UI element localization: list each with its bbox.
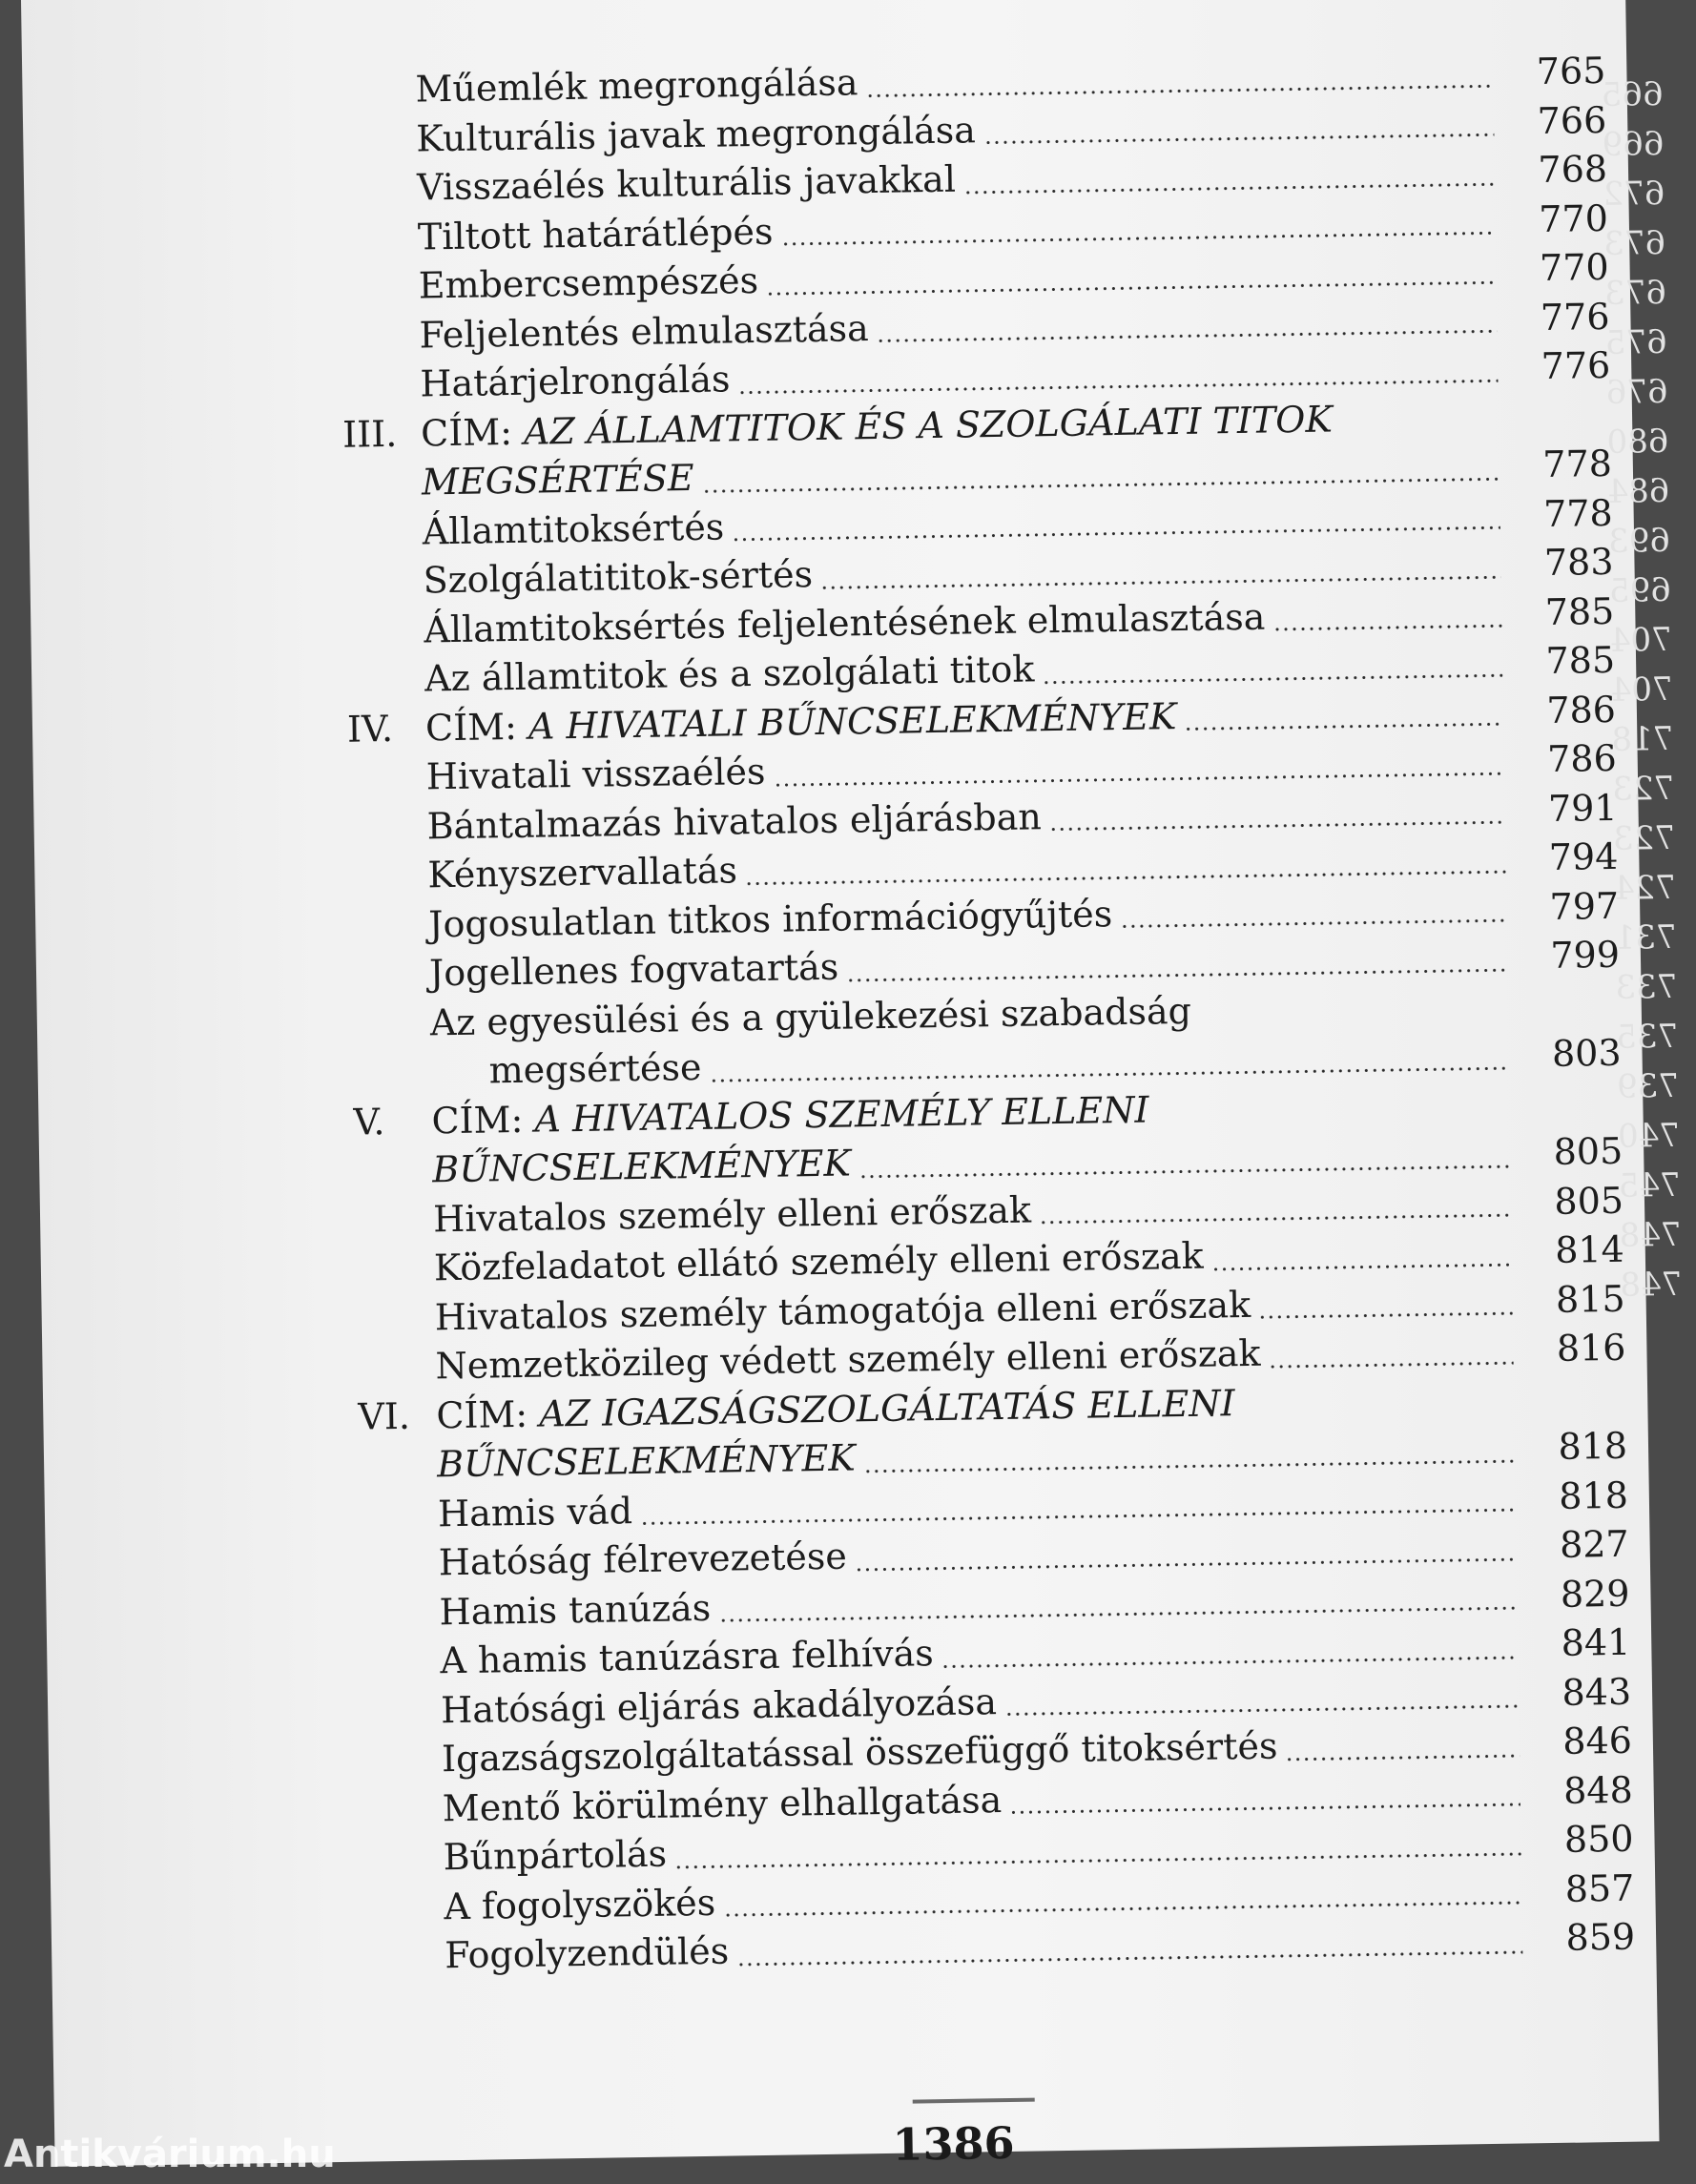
page-ref: 805 [1554, 1179, 1624, 1223]
entry-label: Mentő körülmény elhallgatása [442, 1778, 1003, 1829]
page-ref: 829 [1560, 1572, 1630, 1616]
page-ref: 776 [1540, 295, 1610, 339]
dot-leader [1286, 1754, 1520, 1761]
entry-label: Államtitoksértés feljelentésének elmulasztása [424, 595, 1266, 650]
section-heading: A HIVATALOS SZEMÉLY ELLENI [534, 1088, 1149, 1141]
section-heading: AZ ÁLLAMTITOK ÉS A SZOLGÁLATI TITOK [523, 397, 1334, 453]
page-ref: 803 [1551, 1031, 1622, 1075]
section-roman-numeral: IV. [346, 707, 394, 751]
book-page [21, 0, 1683, 2171]
page-ref: 778 [1542, 491, 1613, 535]
dot-leader [640, 1509, 1516, 1525]
section-heading: AZ IGAZSÁGSZOLGÁLTATÁS ELLENI [538, 1381, 1235, 1435]
page-ref: 766 [1537, 98, 1607, 142]
entry-label: Nemzetközileg védett személy elleni erőszak [435, 1331, 1261, 1388]
page-ref: 799 [1550, 933, 1621, 977]
entry-label: Az egyesülési és a gyülekezési szabadság [429, 989, 1192, 1043]
dot-leader [858, 1164, 1510, 1178]
page-ref: 816 [1556, 1326, 1626, 1370]
dot-leader [702, 477, 1500, 492]
page-ref: 827 [1559, 1522, 1629, 1566]
page-ref: 791 [1547, 786, 1618, 830]
dot-leader [846, 968, 1507, 981]
page-ref: 778 [1541, 442, 1613, 485]
entry-label: Hivatali visszaélés [425, 750, 766, 798]
page-ref: 841 [1561, 1620, 1631, 1664]
dot-leader [718, 1607, 1517, 1622]
entry-label: Hatóság félrevezetése [438, 1535, 848, 1584]
section-prefix: CÍM: [420, 410, 513, 454]
dot-leader [820, 575, 1500, 588]
dot-leader [1273, 625, 1502, 631]
page-ref: 786 [1546, 736, 1618, 780]
page-ref: 843 [1562, 1670, 1632, 1714]
page-ref: 859 [1565, 1915, 1636, 1959]
dot-leader [1211, 1263, 1512, 1270]
entry-label: Hivatalos személy támogatója elleni erőszak [434, 1283, 1251, 1338]
entry-label: Hivatalos személy elleni erőszak [432, 1188, 1032, 1240]
page-ref: 776 [1541, 343, 1611, 388]
entry-label: BŰNCSELEKMÉNYEK [431, 1142, 852, 1191]
entry-label: Embercsempészés [418, 258, 759, 307]
dot-leader [1042, 673, 1502, 684]
page-ref: 815 [1555, 1277, 1625, 1321]
dot-leader [710, 1066, 1509, 1082]
dot-leader [1049, 821, 1505, 832]
page-ref: 814 [1554, 1227, 1625, 1271]
page-ref: 785 [1544, 589, 1615, 633]
page-ref: 786 [1546, 688, 1617, 731]
entry-label: Hatósági eljárás akadályozása [440, 1679, 998, 1731]
dot-leader [738, 379, 1499, 394]
dot-leader [1269, 1361, 1514, 1368]
dot-leader [963, 182, 1495, 194]
entry-label: Jogosulatlan titkos információgyűjtés [427, 892, 1113, 945]
dot-leader [1004, 1705, 1519, 1716]
watermark: Antikvárium.hu [4, 2132, 336, 2176]
dot-leader [863, 1459, 1515, 1473]
dot-leader [1120, 919, 1506, 928]
page-number: 1386 [892, 2116, 1015, 2171]
section-roman-numeral: V. [353, 1100, 385, 1144]
footer-rule [913, 2098, 1035, 2104]
page-ref: 818 [1558, 1424, 1628, 1468]
page-ref: 850 [1563, 1817, 1634, 1861]
entry-label: Feljelentés elmulasztása [419, 306, 870, 356]
entry-label: MEGSÉRTÉSE [421, 456, 694, 504]
entry-label: Hamis vád [437, 1489, 633, 1535]
page-ref: 797 [1549, 884, 1620, 928]
page-ref: 783 [1543, 540, 1614, 584]
entry-label: A hamis tanúzásra felhívás [440, 1632, 935, 1682]
dot-leader [774, 772, 1504, 786]
dot-leader [745, 870, 1505, 885]
page-ref: 770 [1538, 196, 1609, 240]
page-ref: 768 [1538, 147, 1608, 192]
entry-label: megsértése [488, 1045, 702, 1092]
page-ref: 770 [1539, 245, 1609, 290]
table-of-contents [337, 50, 1635, 1985]
entry-label: Műemlék megrongálása [415, 61, 858, 111]
entry-label: Határjelrongálás [420, 358, 731, 405]
entry-label: Jogellenes fogvatartás [428, 945, 839, 995]
dot-leader [855, 1557, 1517, 1571]
entry-label: Hamis tanúzás [439, 1586, 712, 1633]
entry-label: Szolgálatititok-sértés [423, 553, 814, 602]
dot-leader [1039, 1214, 1511, 1225]
section-heading: A HIVATALI BŰNCSELEKMÉNYEK [527, 694, 1177, 748]
section-prefix: CÍM: [431, 1098, 524, 1142]
dot-leader [766, 280, 1497, 295]
dot-leader [1258, 1312, 1513, 1319]
page-ref: 765 [1536, 49, 1606, 93]
entry-label: Fogolyzendülés [444, 1929, 730, 1977]
entry-label: Bántalmazás hivatalos eljárásban [426, 794, 1043, 847]
dot-leader [723, 1902, 1521, 1917]
bleed-through-text: 665 669 672 673 673 675 676 680 684 693 695 704 704 718 723 723 724 731 733 735 739 740 745 748 748 [1601, 74, 1683, 1305]
page-ref: 805 [1553, 1129, 1624, 1173]
dot-leader [732, 526, 1500, 542]
entry-label: Államtitoksértés [422, 505, 725, 552]
dot-leader [877, 330, 1498, 342]
entry-label: Közfeladatot ellátó személy elleni erőszak [433, 1234, 1204, 1289]
entry-label: Kulturális javak megrongálása [415, 108, 977, 160]
entry-label: Bűnpártolás [443, 1832, 668, 1879]
entry-label: Visszaélés kulturális javakkal [416, 157, 957, 209]
dot-leader [941, 1656, 1519, 1667]
entry-label: A fogolyszökés [444, 1881, 716, 1927]
section-roman-numeral: VI. [358, 1394, 411, 1438]
section-prefix: CÍM: [436, 1392, 528, 1436]
dot-leader [1009, 1803, 1520, 1814]
entry-label: Tiltott határátlépés [417, 210, 774, 258]
dot-leader [1185, 723, 1504, 731]
page-ref: 794 [1548, 834, 1619, 878]
page-ref: 846 [1562, 1719, 1633, 1762]
section-prefix: CÍM: [424, 705, 518, 749]
page-ref: 785 [1545, 638, 1616, 682]
page-ref: 857 [1564, 1866, 1635, 1910]
page-ref: 818 [1558, 1473, 1629, 1517]
entry-label: Kényszervallatás [427, 849, 738, 896]
entry-label: Az államtitok és a szolgálati titok [424, 648, 1035, 700]
dot-leader [983, 134, 1494, 144]
section-roman-numeral: III. [341, 412, 398, 456]
dot-leader [674, 1852, 1520, 1868]
dot-leader [736, 1950, 1522, 1966]
dot-leader [781, 232, 1496, 246]
dot-leader [866, 84, 1494, 96]
entry-label: Igazságszolgáltatással összefüggő titoksértés [441, 1724, 1278, 1781]
page-ref: 848 [1562, 1768, 1634, 1812]
entry-label: BŰNCSELEKMÉNYEK [436, 1436, 856, 1486]
